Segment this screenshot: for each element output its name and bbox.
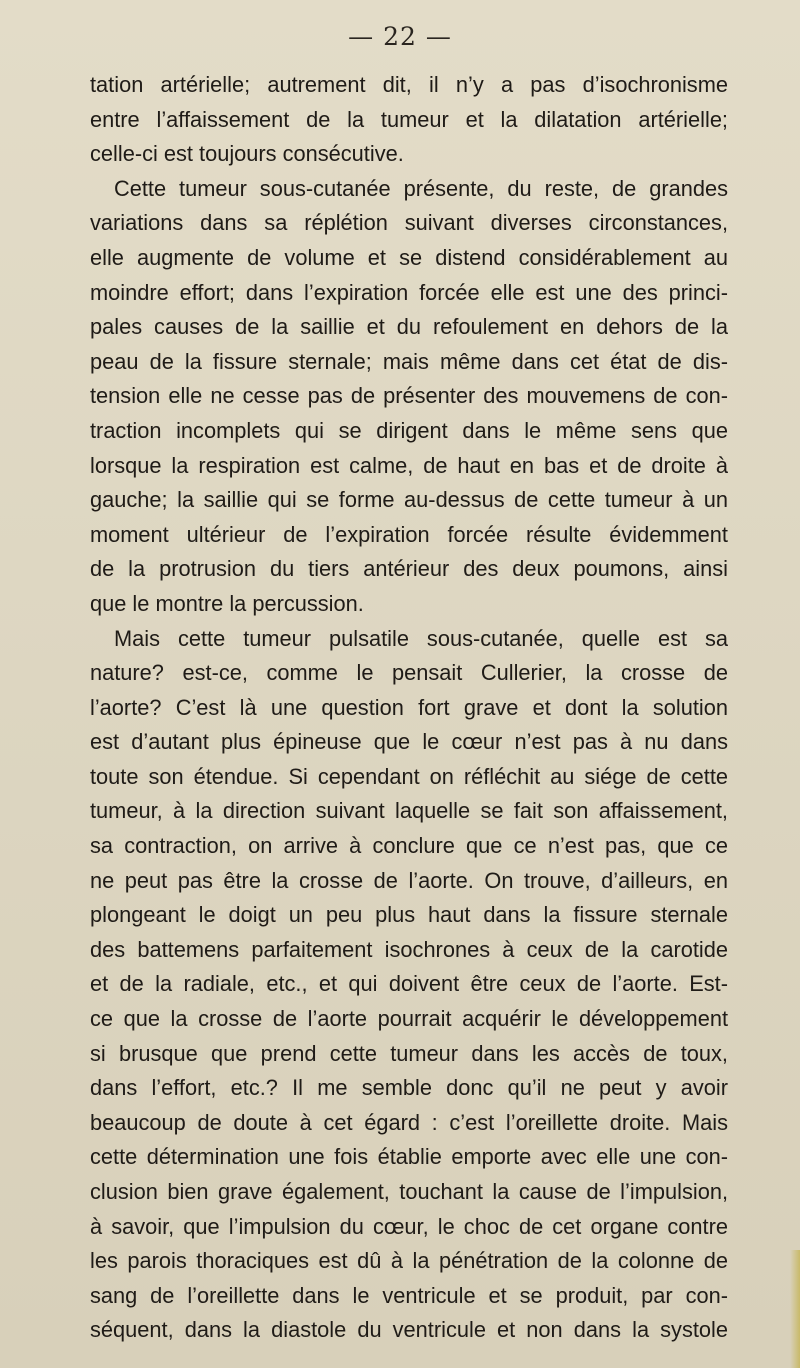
text-line: toute son étendue. Si cependant on réfléchit au siége de cette	[90, 763, 728, 789]
text-line: celle-ci est toujours consécutive.	[90, 141, 404, 167]
text-line: à savoir, que l’impulsion du cœur, le choc de cet organe contre	[90, 1213, 728, 1239]
text-line: entre l’affaissement de la tumeur et la dilatation artérielle;	[90, 106, 728, 132]
text-line: moindre effort; dans l’expiration forcée elle est une des princi-	[90, 279, 728, 305]
text-line: dans l’effort, etc.? Il me semble donc qu’il ne peut y avoir	[90, 1075, 728, 1101]
text-line: clusion bien grave également, touchant la cause de l’impulsion,	[90, 1179, 728, 1204]
text-line: et de la radiale, etc., et qui doivent être ceux de l’aorte. Est-	[90, 971, 728, 997]
text-line: peau de la fissure sternale; mais même dans cet état de dis-	[90, 348, 728, 374]
text-line: des battemens parfaitement isochrones à ceux de la carotide	[90, 936, 728, 962]
text-line: moment ultérieur de l’expiration forcée résulte évidemment	[90, 521, 728, 547]
text-line: pales causes de la saillie et du refoulement en dehors de la	[90, 314, 728, 340]
text-line: ce que la crosse de l’aorte pourrait acquérir le développement	[90, 1006, 728, 1032]
text-line: les parois thoraciques est dû à la pénétration de la colonne de	[90, 1248, 728, 1274]
text-line: si brusque que prend cette tumeur dans les accès de toux,	[90, 1040, 728, 1066]
text-line: cette détermination une fois établie emporte avec elle une con-	[90, 1144, 728, 1170]
text-line: tation artérielle; autrement dit, il n’y a pas d’isochronisme	[90, 72, 728, 97]
text-line: que le montre la percussion.	[90, 590, 364, 616]
paragraph-start-line: Cette tumeur sous-cutanée présente, du reste, de grandes	[114, 175, 728, 201]
text-line: nature? est-ce, comme le pensait Cullerier, la crosse de	[90, 660, 728, 686]
text-line: sang de l’oreillette dans le ventricule et se produit, par con-	[90, 1282, 728, 1308]
page-edge-stain	[790, 1250, 800, 1368]
text-line: lorsque la respiration est calme, de haut en bas et de droite à	[90, 452, 728, 478]
text-line: est d’autant plus épineuse que le cœur n’est pas à nu dans	[90, 729, 728, 755]
paragraph-start-line: Mais cette tumeur pulsatile sous-cutanée, quelle est sa	[114, 625, 728, 651]
text-line: elle augmente de volume et se distend considérablement au	[90, 244, 728, 270]
text-line: ne peut pas être la crosse de l’aorte. On trouve, d’ailleurs, en	[90, 867, 728, 893]
text-line: gauche; la saillie qui se forme au-dessus de cette tumeur à un	[90, 487, 728, 513]
text-line: variations dans sa réplétion suivant diverses circonstances,	[90, 210, 728, 236]
text-line: traction incomplets qui se dirigent dans le même sens que	[90, 417, 728, 443]
text-line: sa contraction, on arrive à conclure que ce n’est pas, que ce	[90, 833, 728, 859]
page-number: — 22 —	[348, 22, 452, 51]
text-line: séquent, dans la diastole du ventricule et non dans la systole	[90, 1317, 728, 1343]
text-line: l’aorte? C’est là une question fort grave et dont la solution	[90, 694, 728, 720]
text-line: tumeur, à la direction suivant laquelle se fait son affaissement,	[90, 798, 728, 824]
text-line: plongeant le doigt un peu plus haut dans la fissure sternale	[90, 902, 728, 928]
text-line: de la protrusion du tiers antérieur des deux poumons, ainsi	[90, 556, 728, 582]
text-line: tension elle ne cesse pas de présenter des mouvemens de con-	[90, 383, 728, 409]
body-text	[90, 68, 728, 1348]
text-line: beaucoup de doute à cet égard : c’est l’oreillette droite. Mais	[90, 1109, 728, 1135]
